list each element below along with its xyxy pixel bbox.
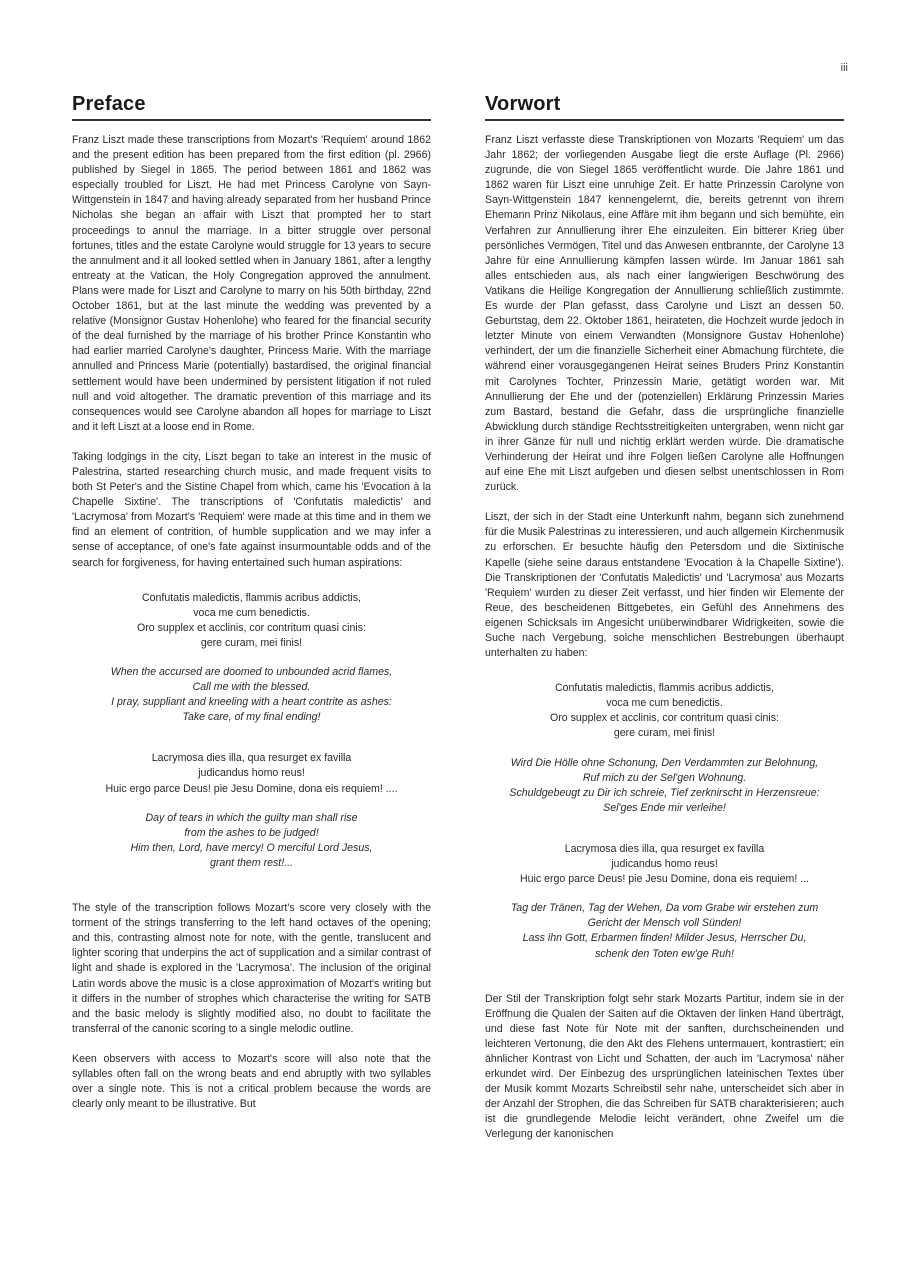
verse-translation (485, 756, 844, 816)
verse-line: Gericht der Mensch voll Sünden! (587, 917, 742, 930)
verse-line: Tag der Tränen, Tag der Wehen, Da vom Grabe wir erstehen zum (510, 902, 819, 915)
verse-line: schenk den Toten ew'ge Ruh! (595, 947, 734, 960)
verse-line: grant them rest!... (209, 856, 294, 869)
page-number: iii (840, 62, 848, 74)
verse-line: I pray, suppliant and kneeling with a heart contrite as ashes: (111, 696, 392, 709)
verse-line: Him then, Lord, have mercy! O merciful Lord Jesus, (130, 841, 373, 854)
vorwort-heading: Vorwort (485, 92, 844, 121)
preface-column (72, 92, 431, 1127)
verse-line: Confutatis maledictis, flammis acribus addictis, (141, 591, 361, 604)
vorwort-column (485, 92, 844, 1158)
verse-latin (72, 751, 431, 796)
verse-line: gere curam, mei finis! (200, 636, 303, 649)
verse-translation (72, 665, 431, 725)
verse-line: Ruf mich zu der Sel'gen Wohnung. (582, 771, 747, 784)
verse-line: Schuldgebeugt zu Dir ich schreie, Tief zerknirscht in Herzensreue: (509, 786, 820, 799)
verse-line: When the accursed are doomed to unbounded acrid flames, (110, 666, 393, 678)
verse-latin (485, 842, 844, 887)
verse-line: voca me cum benedictis. (606, 697, 723, 710)
vorwort-paragraph: Franz Liszt verfasste diese Transkriptionen von Mozarts 'Requiem' um das Jahr 1862; der vorliegenden Ausgabe liegt die erste Auflage (Pl. 2966) zugrunde, die von Siegel 1865 veröffentlicht wurde. Die Jahre 1861 und 1862 waren für Liszt eine unruhige Zeit. Er hatte Prinzessin Carolyne von Sayn-Wittgenstein 1847 kennengelernt, die, bereits getrennt von ihrem Ehemann Prinz Nikolaus, eine Affäre mit ihm begann und sich bemühte, ein Verfahren zur Annullierung ihrer Ehe einzuleiten. Ein bitterer Krieg über persönliches Vermögen, Titel und das Anwesen entbrannte, der Carolyne 13 Jahre für eine Annullierung kämpfen lassen würde. Im Januar 1861 sah alles entschieden aus, als nach einer langwierigen Beschwörung des Vatikans die Heilige Kongregation der Annullierung schließlich zustimmte. Es wurde der Plan gefasst, dass Carolyne und Liszt an dessen 50. Geburtstag, dem 22. Oktober 1861, heirateten, die Hochzeit wurde jedoch in letzter Minute von einem Verwandten (Monsignore Gustav Hohenlohe) verhindert, der um die finanzielle Sicherheit einer Abmachung fürchtete, die während einer vorausgegangenen Heirat seines Bruders Prinz Konstantin mit Carolynes Tochter, Prinzessin Marie, getätigt worden war. Mit Annullierung der Ehe und der (potenziellen) Erklärung Prinzessin Maries zum Bastard, bestand die Gefahr, dass die ursprüngliche finanzielle Abwicklung durch ständige Rechtsstreitigkeiten untergraben, wenn nicht gar in ihrer Gänze für null und nichtig erklärt werden würde. Die dramatische Verhinderung der Heirat und ihre Folgen ließen Carolyne alle Hoffnungen auf eine Ehe mit Liszt aufgeben und diesen selbst unentschlossen in Rom zurück. (485, 134, 844, 494)
preface-paragraph: Keen observers with access to Mozart's score will also note that the syllables often fall on the wrong beats and end abruptly with two syllables over a single note. This is not a critical problem because the words are clearly only meant to be illustrative. But (72, 1052, 431, 1111)
verse-line: voca me cum benedictis. (193, 606, 310, 619)
verse-line: Wird Die Hölle ohne Schonung, Den Verdammten zur Belohnung, (510, 756, 819, 769)
verse-translation (485, 901, 844, 961)
preface-paragraph: The style of the transcription follows Mozart's score very closely with the torment of the strings transferring to the left hand octaves of the opening; and this, contrasting almost note for note, with the gentle, translucent and lighter scoring that underpins the act of supplication and a similar contrast of light and shade is explored in the 'Lacrymosa'. The inclusion of the original Latin words above the music is a close approximation of Mozart's writing but it differs in the number of strophes which characterise the writing for SATB and the basic melody is slightly modified also, no doubt to facilitate the transferral of the canonic scoring to a single melodic outline. (72, 902, 431, 1035)
verse-latin (485, 681, 844, 741)
preface-paragraph: Franz Liszt made these transcriptions from Mozart's 'Requiem' around 1862 and the present edition has been prepared from the first edition (pl. 2966) published by Siegel in 1865. The period between 1861 and 1862 was especially troubled for Liszt. He had met Princess Carolyne von Sayn-Wittgenstein in 1847 and having already separated from her husband Prince Nicholas she began an affair with Liszt that prompted her to start proceedings to annul the marriage. In a bitter struggle over personal fortunes, titles and the estate Carolyne would struggle for 13 years to secure the annulment and it all looked settled when in January 1861, after a lengthy entreaty at the Vatican, the Holy Congregation approved the annulment. Plans were made for Liszt and Carolyne to marry on his 50th birthday, 22nd October 1861, but at the last minute the wedding was prevented by a relative (Monsignor Gustav Hohenlohe) who feared for the financial security of the deal furnished by the marriage of his brother Prince Konstantin who had earlier married Carolyne's daughter, Princess Marie. With the marriage annulled and Princess Marie (potentially) bastardised, the original financial settlement would have been undermined by persistent litigation if not ruled null and void altogether. The dramatic prevention of this marriage and its consequences would see Carolyne abandon all hopes for marriage to Liszt and it left Liszt at a loose end in Rome. (72, 134, 431, 433)
verse-line: Lacrymosa dies illa, qua resurget ex favilla (151, 752, 352, 765)
verse-line: judicandus homo reus! (611, 858, 718, 871)
preface-paragraph: Taking lodgings in the city, Liszt began to take an interest in the music of Palestrina, started researching church music, and made frequent visits to both St Peter's and the Sistine Chapel from which, came his 'Evocation à la Chapelle Sixtine'. The transcriptions of 'Confutatis maledictis' and 'Lacrymosa' from Mozart's 'Requiem' were made at this time and in them we find an element of contrition, of humble supplication and we may infer a sense of acceptance, of one's fate against insurmountable odds and of the search for forgiveness, for having entertained such human aspirations: (72, 450, 431, 569)
verse-latin (72, 591, 431, 651)
vorwort-paragraph: Der Stil der Transkription folgt sehr stark Mozarts Partitur, indem sie in der Eröffnung die Qualen der Saiten auf die Oktaven der linken Hand überträgt, und diese fast Note für Note mit der sanften, durchscheinenden und leichteren Vertonung, die den Akt des Flehens untermauert, kontrastiert; ein ähnlicher Kontrast von Licht und Schatten, der auch im 'Lacrymosa' näher erkundet wird. Der Einbezug des ursprünglichen lateinischen Textes über der Musik kommt Mozarts Schreibstil sehr nahe, unterscheidet sich aber in der Anzahl der Strophen, die das Schreiben für SATB charakterisieren; auch ist die grundlegende Melodie leicht verändert, ohne Zweifel um die Verlegung der kanonischen (485, 992, 844, 1141)
verse-line: from the ashes to be judged! (184, 826, 319, 839)
verse-line: Lacrymosa dies illa, qua resurget ex favilla (564, 842, 765, 855)
verse-translation (72, 811, 431, 871)
verse-line: Oro supplex et acclinis, cor contritum quasi cinis: (549, 712, 780, 725)
verse-line: judicandus homo reus! (198, 767, 305, 780)
verse-line: Sel'ges Ende mir verleihe! (603, 801, 726, 814)
vorwort-paragraph: Liszt, der sich in der Stadt eine Unterkunft nahm, begann sich zunehmend für die Musik Palestrinas zu interessieren, und auch allgemein Kirchenmusik zu erforschen. Er besuchte häufig den Petersdom und die Sixtinische Kapelle (siehe seine daraus entstandene 'Evocation à la Chapelle Sixtine'). Die Transkriptionen der 'Confutatis Maledictis' und 'Lacrymosa' aus Mozarts 'Requiem' wurden zu dieser Zeit verfasst, und hier finden wir Elemente der Reue, des bescheidenen Bittgebetes, ein Gefühl des Annehmens des eigenen Schicksals im Angesicht unüberwindbarer Widrigkeiten, sowie die Suche nach Vergebung, solche menschlichen Bestrebungen überhaupt unterhalten zu haben: (485, 511, 844, 660)
verse-line: Take care, of my final ending! (182, 711, 321, 724)
verse-line: Day of tears in which the guilty man shall rise (145, 811, 358, 824)
verse-line: Lass ihn Gott, Erbarmen finden! Milder Jesus, Herrscher Du, (522, 932, 807, 945)
verse-line: Huic ergo parce Deus! pie Jesu Domine, dona eis requiem! ... (519, 873, 810, 886)
preface-heading: Preface (72, 92, 431, 121)
verse-line: Huic ergo parce Deus! pie Jesu Domine, dona eis requiem! .... (105, 782, 398, 795)
verse-line: Oro supplex et acclinis, cor contritum quasi cinis: (136, 621, 367, 634)
verse-line: gere curam, mei finis! (613, 727, 716, 740)
verse-line: Confutatis maledictis, flammis acribus addictis, (554, 682, 774, 695)
verse-line: Call me with the blessed. (192, 681, 311, 694)
